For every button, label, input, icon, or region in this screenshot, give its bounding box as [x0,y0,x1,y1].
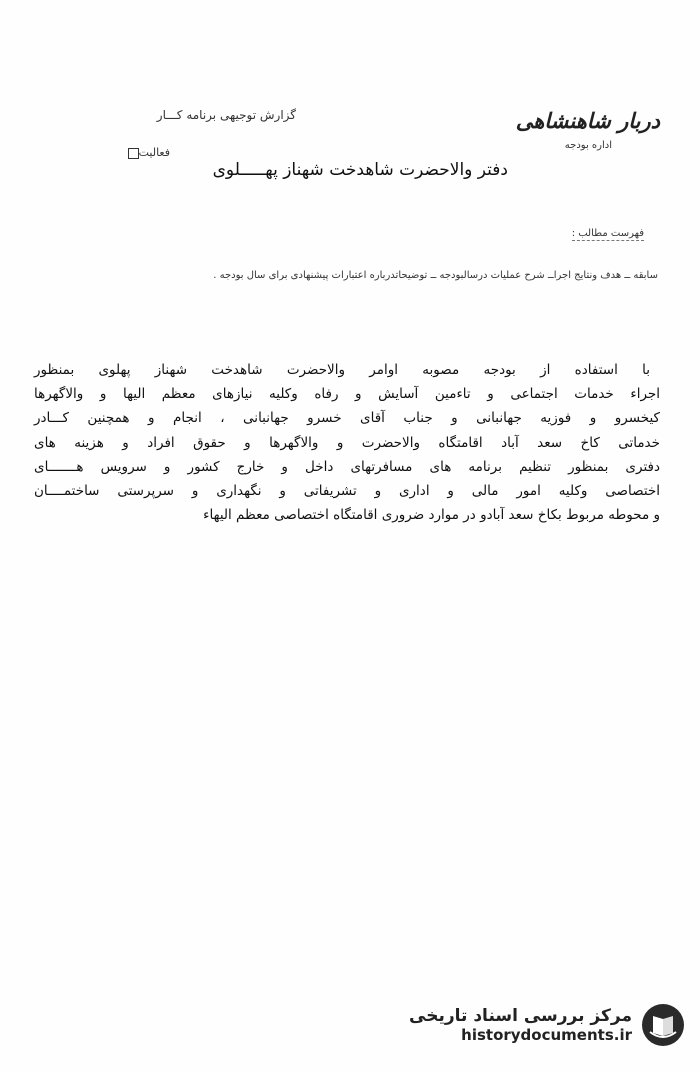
body-paragraph [34,358,660,527]
archive-logo-icon [640,1002,686,1048]
body-line: کیخسرو و فوزیه جهانبانی و جناب آقای خسرو جهانبانی ، انجام و همچنین کـــادر [34,410,660,427]
activity-field [123,146,170,159]
activity-label: فعالیت [138,146,170,159]
body-line: اجراء خدمات اجتماعی و تاءمین آسایش و رفاه وکلیه نیازهای معظم الیها و والاگهرها [34,386,660,403]
watermark-url: historydocuments.ir [461,1026,632,1044]
watermark-text [409,1006,632,1044]
contents-summary: سابقه ــ هدف ونتایج اجراــ شرح عملیات درسالبودجه ــ توضیحاتدرباره اعتبارات پیشنهادی برای سال بودجه . [213,270,658,281]
document-heading: دفتر والاحضرت شاهدخت شهناز پهـــــلوی [212,160,508,180]
body-line: اختصاصی وکلیه امور مالی و اداری و تشریفاتی و نگهداری و سرپرستی ساختمــــان [34,483,660,500]
watermark-archive-name: مرکز بررسی اسناد تاریخی [409,1006,632,1026]
ministry-handwritten-title: دربار شاهنشاهی [515,108,660,133]
activity-checkbox [128,148,139,159]
body-line: با استفاده از بودجه مصوبه اوامر والاحضرت شاهدخت شهناز پهلوی بمنظور [34,362,650,378]
body-line: و محوطه مربوط بکاخ سعد آبادو در موارد ضروری اقامتگاه اختصاصی معظم الیهاء [203,507,660,524]
report-title: گزارش توجیهی برنامه کـــار [156,108,296,122]
body-line: دفتری بمنظور تنظیم برنامه های مسافرتهای داخل و خارج کشور و سرویس هـــــــای [34,458,660,475]
table-of-contents-label: فهرست مطالب : [571,228,644,239]
archive-watermark [409,1002,686,1048]
body-line: خدماتی کاخ سعد آباد اقامتگاه والاحضرت و والاگهرها و حقوق افراد و هزینه های [34,434,660,451]
office-name: اداره بودجه [564,140,612,151]
